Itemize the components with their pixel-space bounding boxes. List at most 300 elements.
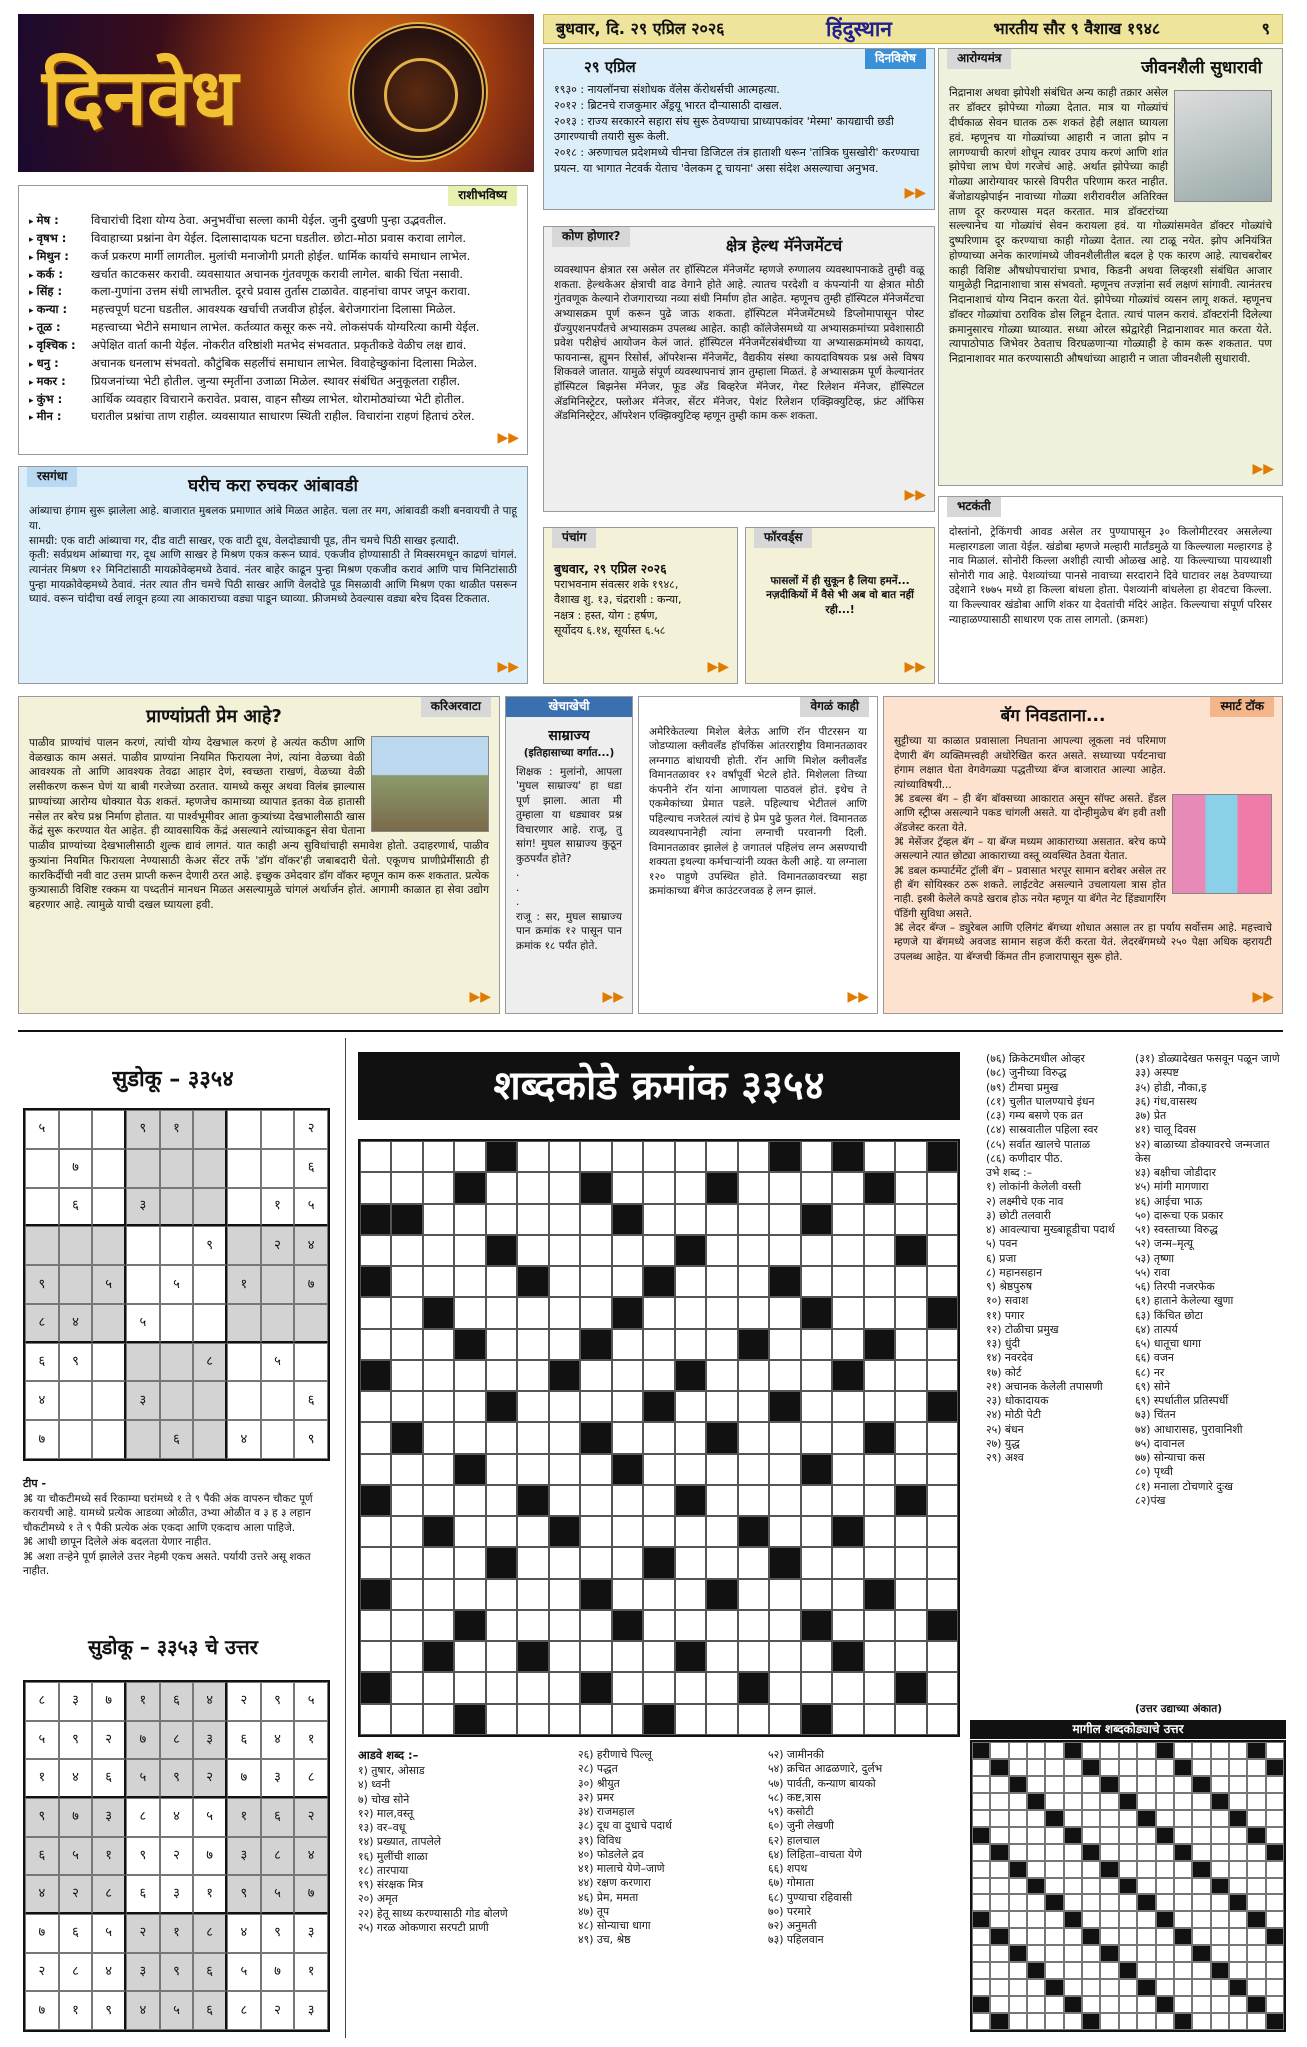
crossword-cell[interactable] xyxy=(549,1235,580,1266)
more-arrow-icon[interactable]: ▶▶ xyxy=(497,658,519,675)
crossword-cell[interactable] xyxy=(706,1485,737,1516)
crossword-cell[interactable] xyxy=(391,1672,422,1703)
crossword-cell[interactable] xyxy=(643,1672,674,1703)
crossword-cell[interactable] xyxy=(517,1391,548,1422)
crossword-cell[interactable] xyxy=(927,1704,958,1735)
crossword-cell[interactable] xyxy=(423,1485,454,1516)
crossword-cell[interactable] xyxy=(706,1235,737,1266)
crossword-cell[interactable] xyxy=(549,1672,580,1703)
crossword-cell[interactable] xyxy=(360,1391,391,1422)
crossword-cell[interactable] xyxy=(895,1141,926,1172)
sudoku-cell[interactable] xyxy=(227,1110,261,1149)
crossword-cell[interactable] xyxy=(517,1672,548,1703)
crossword-cell[interactable] xyxy=(549,1641,580,1672)
sudoku-cell[interactable] xyxy=(227,1381,261,1420)
crossword-cell[interactable] xyxy=(864,1485,895,1516)
crossword-cell[interactable] xyxy=(549,1297,580,1328)
crossword-cell[interactable] xyxy=(391,1266,422,1297)
crossword-cell[interactable] xyxy=(643,1516,674,1547)
sudoku-cell[interactable] xyxy=(92,1110,126,1149)
crossword-cell[interactable] xyxy=(391,1704,422,1735)
crossword-cell[interactable] xyxy=(454,1204,485,1235)
crossword-cell[interactable] xyxy=(769,1454,800,1485)
crossword-cell[interactable] xyxy=(517,1360,548,1391)
crossword-cell[interactable] xyxy=(706,1547,737,1578)
crossword-cell[interactable] xyxy=(864,1141,895,1172)
crossword-cell[interactable] xyxy=(801,1141,832,1172)
crossword-cell[interactable] xyxy=(612,1485,643,1516)
sudoku-cell[interactable] xyxy=(92,1343,126,1382)
crossword-cell[interactable] xyxy=(675,1610,706,1641)
crossword-cell[interactable] xyxy=(454,1641,485,1672)
crossword-cell[interactable] xyxy=(832,1547,863,1578)
crossword-cell[interactable] xyxy=(612,1641,643,1672)
crossword-cell[interactable] xyxy=(895,1641,926,1672)
sudoku-cell[interactable] xyxy=(92,1188,126,1227)
crossword-cell[interactable] xyxy=(832,1172,863,1203)
crossword-cell[interactable] xyxy=(423,1547,454,1578)
sudoku-cell[interactable] xyxy=(193,1265,227,1304)
crossword-cell[interactable] xyxy=(391,1391,422,1422)
crossword-cell[interactable] xyxy=(360,1172,391,1203)
crossword-cell[interactable] xyxy=(391,1579,422,1610)
crossword-cell[interactable] xyxy=(738,1610,769,1641)
crossword-cell[interactable] xyxy=(864,1266,895,1297)
crossword-cell[interactable] xyxy=(675,1454,706,1485)
crossword-cell[interactable] xyxy=(423,1235,454,1266)
sudoku-cell[interactable] xyxy=(294,1304,328,1343)
crossword-cell[interactable] xyxy=(927,1485,958,1516)
crossword-cell[interactable] xyxy=(360,1235,391,1266)
crossword-cell[interactable] xyxy=(580,1235,611,1266)
crossword-cell[interactable] xyxy=(580,1297,611,1328)
crossword-cell[interactable] xyxy=(643,1360,674,1391)
crossword-cell[interactable] xyxy=(801,1516,832,1547)
more-arrow-icon[interactable]: ▶▶ xyxy=(707,658,729,675)
crossword-cell[interactable] xyxy=(391,1360,422,1391)
sudoku-cell[interactable] xyxy=(126,1265,160,1304)
crossword-cell[interactable] xyxy=(549,1454,580,1485)
crossword-cell[interactable] xyxy=(769,1704,800,1735)
crossword-cell[interactable] xyxy=(706,1704,737,1735)
crossword-cell[interactable] xyxy=(612,1329,643,1360)
crossword-cell[interactable] xyxy=(454,1579,485,1610)
crossword-cell[interactable] xyxy=(423,1579,454,1610)
crossword-cell[interactable] xyxy=(832,1422,863,1453)
crossword-cell[interactable] xyxy=(454,1516,485,1547)
crossword-cell[interactable] xyxy=(769,1610,800,1641)
crossword-cell[interactable] xyxy=(423,1422,454,1453)
crossword-cell[interactable] xyxy=(391,1547,422,1578)
crossword-cell[interactable] xyxy=(706,1641,737,1672)
crossword-cell[interactable] xyxy=(423,1172,454,1203)
crossword-cell[interactable] xyxy=(360,1641,391,1672)
crossword-cell[interactable] xyxy=(769,1485,800,1516)
crossword-cell[interactable] xyxy=(801,1547,832,1578)
crossword-cell[interactable] xyxy=(864,1610,895,1641)
sudoku-cell[interactable] xyxy=(25,1149,59,1188)
sudoku-cell[interactable] xyxy=(261,1110,295,1149)
crossword-cell[interactable] xyxy=(895,1329,926,1360)
crossword-cell[interactable] xyxy=(612,1547,643,1578)
crossword-cell[interactable] xyxy=(864,1547,895,1578)
crossword-cell[interactable] xyxy=(486,1641,517,1672)
crossword-cell[interactable] xyxy=(832,1454,863,1485)
crossword-cell[interactable] xyxy=(643,1204,674,1235)
crossword-cell[interactable] xyxy=(360,1454,391,1485)
crossword-cell[interactable] xyxy=(832,1672,863,1703)
sudoku-cell[interactable] xyxy=(160,1226,194,1265)
crossword-cell[interactable] xyxy=(895,1454,926,1485)
crossword-cell[interactable] xyxy=(360,1422,391,1453)
crossword-cell[interactable] xyxy=(612,1266,643,1297)
sudoku-cell[interactable] xyxy=(92,1420,126,1459)
crossword-cell[interactable] xyxy=(706,1391,737,1422)
crossword-cell[interactable] xyxy=(391,1172,422,1203)
crossword-cell[interactable] xyxy=(423,1704,454,1735)
crossword-cell[interactable] xyxy=(580,1266,611,1297)
crossword-cell[interactable] xyxy=(738,1360,769,1391)
crossword-cell[interactable] xyxy=(895,1360,926,1391)
crossword-cell[interactable] xyxy=(801,1172,832,1203)
crossword-cell[interactable] xyxy=(391,1641,422,1672)
crossword-cell[interactable] xyxy=(549,1329,580,1360)
crossword-cell[interactable] xyxy=(769,1516,800,1547)
crossword-cell[interactable] xyxy=(927,1547,958,1578)
crossword-cell[interactable] xyxy=(643,1172,674,1203)
crossword-cell[interactable] xyxy=(423,1141,454,1172)
crossword-cell[interactable] xyxy=(675,1266,706,1297)
sudoku-cell[interactable] xyxy=(126,1420,160,1459)
crossword-cell[interactable] xyxy=(391,1610,422,1641)
crossword-cell[interactable] xyxy=(517,1297,548,1328)
crossword-cell[interactable] xyxy=(832,1266,863,1297)
crossword-cell[interactable] xyxy=(360,1547,391,1578)
more-arrow-icon[interactable]: ▶▶ xyxy=(602,988,624,1005)
crossword-cell[interactable] xyxy=(675,1297,706,1328)
crossword-cell[interactable] xyxy=(832,1329,863,1360)
crossword-cell[interactable] xyxy=(675,1704,706,1735)
crossword-cell[interactable] xyxy=(486,1672,517,1703)
crossword-cell[interactable] xyxy=(643,1329,674,1360)
crossword-cell[interactable] xyxy=(801,1266,832,1297)
crossword-cell[interactable] xyxy=(643,1610,674,1641)
sudoku-cell[interactable] xyxy=(193,1381,227,1420)
crossword-cell[interactable] xyxy=(801,1391,832,1422)
crossword-cell[interactable] xyxy=(643,1141,674,1172)
crossword-cell[interactable] xyxy=(706,1329,737,1360)
crossword-cell[interactable] xyxy=(423,1454,454,1485)
sudoku-cell[interactable] xyxy=(160,1381,194,1420)
crossword-cell[interactable] xyxy=(769,1672,800,1703)
crossword-cell[interactable] xyxy=(738,1297,769,1328)
crossword-cell[interactable] xyxy=(549,1204,580,1235)
crossword-cell[interactable] xyxy=(391,1454,422,1485)
crossword-cell[interactable] xyxy=(580,1485,611,1516)
crossword-cell[interactable] xyxy=(769,1297,800,1328)
crossword-cell[interactable] xyxy=(517,1329,548,1360)
crossword-cell[interactable] xyxy=(517,1547,548,1578)
crossword-cell[interactable] xyxy=(423,1672,454,1703)
crossword-cell[interactable] xyxy=(675,1422,706,1453)
crossword-cell[interactable] xyxy=(517,1204,548,1235)
crossword-cell[interactable] xyxy=(486,1516,517,1547)
crossword-cell[interactable] xyxy=(454,1672,485,1703)
crossword-cell[interactable] xyxy=(486,1360,517,1391)
crossword-cell[interactable] xyxy=(864,1704,895,1735)
crossword-cell[interactable] xyxy=(738,1172,769,1203)
crossword-cell[interactable] xyxy=(927,1516,958,1547)
crossword-cell[interactable] xyxy=(801,1422,832,1453)
crossword-cell[interactable] xyxy=(643,1422,674,1453)
crossword-cell[interactable] xyxy=(454,1391,485,1422)
crossword-cell[interactable] xyxy=(486,1422,517,1453)
sudoku-cell[interactable] xyxy=(92,1149,126,1188)
sudoku-cell[interactable] xyxy=(227,1226,261,1265)
crossword-cell[interactable] xyxy=(738,1391,769,1422)
crossword-cell[interactable] xyxy=(706,1204,737,1235)
crossword-cell[interactable] xyxy=(423,1391,454,1422)
crossword-cell[interactable] xyxy=(517,1579,548,1610)
sudoku-cell[interactable] xyxy=(193,1420,227,1459)
sudoku-cell[interactable] xyxy=(59,1420,93,1459)
crossword-grid[interactable] xyxy=(358,1139,960,1737)
crossword-cell[interactable] xyxy=(360,1516,391,1547)
more-arrow-icon[interactable]: ▶▶ xyxy=(904,486,926,503)
crossword-cell[interactable] xyxy=(391,1297,422,1328)
crossword-cell[interactable] xyxy=(738,1485,769,1516)
sudoku-cell[interactable] xyxy=(193,1110,227,1149)
crossword-cell[interactable] xyxy=(927,1422,958,1453)
crossword-cell[interactable] xyxy=(454,1422,485,1453)
crossword-cell[interactable] xyxy=(895,1172,926,1203)
crossword-cell[interactable] xyxy=(832,1297,863,1328)
crossword-cell[interactable] xyxy=(391,1141,422,1172)
crossword-cell[interactable] xyxy=(454,1485,485,1516)
crossword-cell[interactable] xyxy=(549,1579,580,1610)
crossword-cell[interactable] xyxy=(927,1454,958,1485)
crossword-cell[interactable] xyxy=(769,1329,800,1360)
crossword-cell[interactable] xyxy=(895,1579,926,1610)
crossword-cell[interactable] xyxy=(454,1547,485,1578)
crossword-cell[interactable] xyxy=(360,1610,391,1641)
more-arrow-icon[interactable]: ▶▶ xyxy=(469,988,491,1005)
crossword-cell[interactable] xyxy=(738,1641,769,1672)
sudoku-cell[interactable] xyxy=(92,1304,126,1343)
crossword-cell[interactable] xyxy=(486,1485,517,1516)
crossword-cell[interactable] xyxy=(423,1204,454,1235)
sudoku-cell[interactable] xyxy=(193,1149,227,1188)
crossword-cell[interactable] xyxy=(486,1297,517,1328)
crossword-cell[interactable] xyxy=(927,1672,958,1703)
sudoku-cell[interactable] xyxy=(25,1226,59,1265)
sudoku-cell[interactable] xyxy=(160,1343,194,1382)
crossword-cell[interactable] xyxy=(486,1329,517,1360)
crossword-cell[interactable] xyxy=(706,1141,737,1172)
crossword-cell[interactable] xyxy=(643,1485,674,1516)
crossword-cell[interactable] xyxy=(643,1235,674,1266)
crossword-cell[interactable] xyxy=(864,1360,895,1391)
crossword-cell[interactable] xyxy=(706,1516,737,1547)
crossword-cell[interactable] xyxy=(391,1329,422,1360)
crossword-cell[interactable] xyxy=(927,1172,958,1203)
crossword-cell[interactable] xyxy=(454,1297,485,1328)
sudoku-cell[interactable] xyxy=(193,1188,227,1227)
crossword-cell[interactable] xyxy=(360,1297,391,1328)
sudoku-cell[interactable] xyxy=(126,1226,160,1265)
crossword-cell[interactable] xyxy=(486,1266,517,1297)
crossword-cell[interactable] xyxy=(927,1235,958,1266)
more-arrow-icon[interactable]: ▶▶ xyxy=(497,429,519,446)
crossword-cell[interactable] xyxy=(549,1266,580,1297)
crossword-cell[interactable] xyxy=(832,1579,863,1610)
sudoku-cell[interactable] xyxy=(227,1188,261,1227)
crossword-cell[interactable] xyxy=(738,1141,769,1172)
crossword-cell[interactable] xyxy=(738,1579,769,1610)
crossword-cell[interactable] xyxy=(612,1141,643,1172)
crossword-cell[interactable] xyxy=(580,1547,611,1578)
crossword-cell[interactable] xyxy=(927,1641,958,1672)
crossword-cell[interactable] xyxy=(927,1329,958,1360)
crossword-cell[interactable] xyxy=(738,1235,769,1266)
crossword-cell[interactable] xyxy=(454,1235,485,1266)
crossword-cell[interactable] xyxy=(423,1329,454,1360)
crossword-cell[interactable] xyxy=(738,1204,769,1235)
crossword-cell[interactable] xyxy=(927,1266,958,1297)
sudoku-cell[interactable] xyxy=(294,1343,328,1382)
crossword-cell[interactable] xyxy=(549,1547,580,1578)
crossword-cell[interactable] xyxy=(580,1454,611,1485)
crossword-cell[interactable] xyxy=(549,1485,580,1516)
crossword-cell[interactable] xyxy=(769,1172,800,1203)
crossword-cell[interactable] xyxy=(675,1204,706,1235)
sudoku-cell[interactable] xyxy=(59,1110,93,1149)
sudoku-cell[interactable] xyxy=(126,1343,160,1382)
sudoku-cell[interactable] xyxy=(126,1149,160,1188)
crossword-cell[interactable] xyxy=(612,1422,643,1453)
crossword-cell[interactable] xyxy=(895,1516,926,1547)
crossword-cell[interactable] xyxy=(486,1579,517,1610)
crossword-cell[interactable] xyxy=(360,1141,391,1172)
crossword-cell[interactable] xyxy=(391,1485,422,1516)
crossword-cell[interactable] xyxy=(391,1516,422,1547)
crossword-cell[interactable] xyxy=(549,1391,580,1422)
crossword-cell[interactable] xyxy=(927,1360,958,1391)
crossword-cell[interactable] xyxy=(517,1454,548,1485)
crossword-cell[interactable] xyxy=(864,1235,895,1266)
crossword-cell[interactable] xyxy=(738,1266,769,1297)
crossword-cell[interactable] xyxy=(391,1235,422,1266)
crossword-cell[interactable] xyxy=(832,1704,863,1735)
crossword-cell[interactable] xyxy=(612,1235,643,1266)
crossword-cell[interactable] xyxy=(517,1141,548,1172)
crossword-cell[interactable] xyxy=(486,1704,517,1735)
sudoku-cell[interactable] xyxy=(59,1226,93,1265)
crossword-cell[interactable] xyxy=(675,1672,706,1703)
sudoku-cell[interactable] xyxy=(160,1149,194,1188)
crossword-cell[interactable] xyxy=(801,1641,832,1672)
crossword-cell[interactable] xyxy=(864,1204,895,1235)
crossword-cell[interactable] xyxy=(895,1704,926,1735)
crossword-cell[interactable] xyxy=(738,1422,769,1453)
crossword-cell[interactable] xyxy=(549,1422,580,1453)
crossword-cell[interactable] xyxy=(517,1610,548,1641)
crossword-cell[interactable] xyxy=(927,1204,958,1235)
crossword-cell[interactable] xyxy=(454,1141,485,1172)
crossword-cell[interactable] xyxy=(769,1422,800,1453)
crossword-cell[interactable] xyxy=(706,1454,737,1485)
sudoku-cell[interactable] xyxy=(92,1226,126,1265)
more-arrow-icon[interactable]: ▶▶ xyxy=(1252,988,1274,1005)
crossword-cell[interactable] xyxy=(486,1610,517,1641)
crossword-cell[interactable] xyxy=(580,1360,611,1391)
sudoku-cell[interactable] xyxy=(261,1265,295,1304)
crossword-cell[interactable] xyxy=(927,1579,958,1610)
sudoku-cell[interactable] xyxy=(227,1304,261,1343)
crossword-cell[interactable] xyxy=(517,1704,548,1735)
crossword-cell[interactable] xyxy=(895,1422,926,1453)
crossword-cell[interactable] xyxy=(612,1172,643,1203)
more-arrow-icon[interactable]: ▶▶ xyxy=(847,988,869,1005)
crossword-cell[interactable] xyxy=(612,1391,643,1422)
crossword-cell[interactable] xyxy=(486,1454,517,1485)
crossword-cell[interactable] xyxy=(801,1360,832,1391)
crossword-cell[interactable] xyxy=(832,1235,863,1266)
sudoku-puzzle-grid[interactable] xyxy=(23,1108,330,1461)
crossword-cell[interactable] xyxy=(423,1266,454,1297)
crossword-cell[interactable] xyxy=(675,1579,706,1610)
crossword-cell[interactable] xyxy=(580,1516,611,1547)
crossword-cell[interactable] xyxy=(643,1454,674,1485)
crossword-cell[interactable] xyxy=(360,1704,391,1735)
sudoku-cell[interactable] xyxy=(227,1343,261,1382)
crossword-cell[interactable] xyxy=(801,1329,832,1360)
sudoku-cell[interactable] xyxy=(227,1149,261,1188)
crossword-cell[interactable] xyxy=(549,1610,580,1641)
crossword-cell[interactable] xyxy=(612,1704,643,1735)
crossword-cell[interactable] xyxy=(864,1454,895,1485)
crossword-cell[interactable] xyxy=(549,1704,580,1735)
crossword-cell[interactable] xyxy=(580,1141,611,1172)
crossword-cell[interactable] xyxy=(832,1391,863,1422)
crossword-cell[interactable] xyxy=(675,1391,706,1422)
crossword-cell[interactable] xyxy=(486,1204,517,1235)
crossword-cell[interactable] xyxy=(612,1516,643,1547)
crossword-cell[interactable] xyxy=(643,1297,674,1328)
crossword-cell[interactable] xyxy=(895,1204,926,1235)
crossword-cell[interactable] xyxy=(423,1610,454,1641)
crossword-cell[interactable] xyxy=(864,1297,895,1328)
crossword-cell[interactable] xyxy=(864,1516,895,1547)
crossword-cell[interactable] xyxy=(769,1204,800,1235)
crossword-cell[interactable] xyxy=(864,1672,895,1703)
crossword-cell[interactable] xyxy=(738,1704,769,1735)
crossword-cell[interactable] xyxy=(549,1172,580,1203)
crossword-cell[interactable] xyxy=(580,1610,611,1641)
crossword-cell[interactable] xyxy=(738,1547,769,1578)
crossword-cell[interactable] xyxy=(675,1172,706,1203)
crossword-cell[interactable] xyxy=(706,1266,737,1297)
sudoku-cell[interactable] xyxy=(261,1381,295,1420)
sudoku-cell[interactable] xyxy=(261,1420,295,1459)
sudoku-cell[interactable] xyxy=(193,1304,227,1343)
sudoku-cell[interactable] xyxy=(261,1304,295,1343)
crossword-cell[interactable] xyxy=(801,1485,832,1516)
crossword-cell[interactable] xyxy=(517,1422,548,1453)
crossword-cell[interactable] xyxy=(706,1297,737,1328)
more-arrow-icon[interactable]: ▶▶ xyxy=(904,184,926,201)
crossword-cell[interactable] xyxy=(360,1329,391,1360)
